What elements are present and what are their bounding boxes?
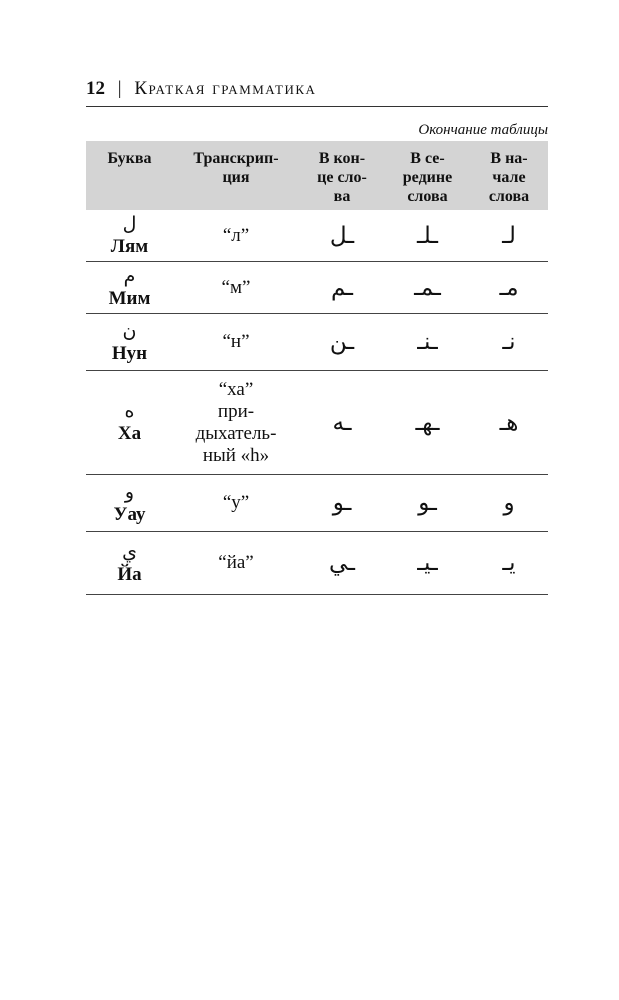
letter-cell xyxy=(86,475,173,532)
final-form-cell: ـن xyxy=(299,314,385,371)
letter-name: Ха xyxy=(117,423,142,444)
letter-cell xyxy=(86,210,173,262)
final-form-cell: ـم xyxy=(299,262,385,314)
table-row xyxy=(86,475,548,532)
column-header-medial-form: В се- редине слова xyxy=(385,141,470,210)
transcription-cell: “ха” при- дыхатель- ный «h» xyxy=(173,371,299,475)
letter-name: Мим xyxy=(108,288,151,309)
header-separator: | xyxy=(117,78,122,99)
medial-form-cell: ـيـ xyxy=(385,532,470,595)
column-header-initial-form: В на- чале слова xyxy=(470,141,548,210)
table-row xyxy=(86,262,548,314)
transcription-cell: “йа” xyxy=(173,532,299,595)
final-form-cell: ـل xyxy=(299,210,385,262)
final-form-cell: ـي xyxy=(299,532,385,595)
final-form-cell: ـو xyxy=(299,475,385,532)
letter-cell xyxy=(86,262,173,314)
letter-glyph: ي xyxy=(122,540,137,563)
letter-glyph: ه xyxy=(124,400,135,422)
transcription-cell: “л” xyxy=(173,210,299,262)
initial-form-cell: نـ xyxy=(470,314,548,371)
column-header-letter: Буква xyxy=(86,141,173,210)
medial-form-cell: ـو xyxy=(385,475,470,532)
initial-form-cell: مـ xyxy=(470,262,548,314)
medial-form-cell: ـمـ xyxy=(385,262,470,314)
medial-form-cell: ـنـ xyxy=(385,314,470,371)
initial-form-cell: يـ xyxy=(470,532,548,595)
table-row xyxy=(86,371,548,475)
table-row xyxy=(86,532,548,595)
initial-form-cell: هـ xyxy=(470,371,548,475)
letter-glyph: م xyxy=(123,265,136,287)
running-head-title: Краткая грамматика xyxy=(134,78,317,99)
letter-cell xyxy=(86,371,173,475)
page-number: 12 xyxy=(86,78,105,99)
initial-form-cell: و xyxy=(470,475,548,532)
table-header-row xyxy=(86,141,548,210)
transcription-cell: “м” xyxy=(173,262,299,314)
medial-form-cell: ـهـ xyxy=(385,371,470,475)
medial-form-cell: ـلـ xyxy=(385,210,470,262)
letter-name: Нун xyxy=(111,342,148,364)
running-head xyxy=(86,76,548,102)
letter-glyph: ن xyxy=(122,319,137,342)
letter-cell xyxy=(86,314,173,371)
final-form-cell: ـه xyxy=(299,371,385,475)
letter-glyph: و xyxy=(124,480,135,503)
letter-name: Йа xyxy=(117,563,142,585)
column-header-final-form: В кон- це сло- ва xyxy=(299,141,385,210)
initial-form-cell: لـ xyxy=(470,210,548,262)
letter-cell xyxy=(86,532,173,595)
arabic-letters-table xyxy=(86,141,548,595)
transcription-cell: “у” xyxy=(173,475,299,532)
transcription-cell: “н” xyxy=(173,314,299,371)
letter-name: Лям xyxy=(110,236,149,257)
table-row xyxy=(86,210,548,262)
letter-glyph: ل xyxy=(122,213,137,235)
column-header-transcription: Транскрип- ция xyxy=(173,141,299,210)
table-caption: Окончание таблицы xyxy=(418,122,548,138)
header-rule xyxy=(86,106,548,107)
table-row xyxy=(86,314,548,371)
letter-name: Уау xyxy=(113,503,146,525)
